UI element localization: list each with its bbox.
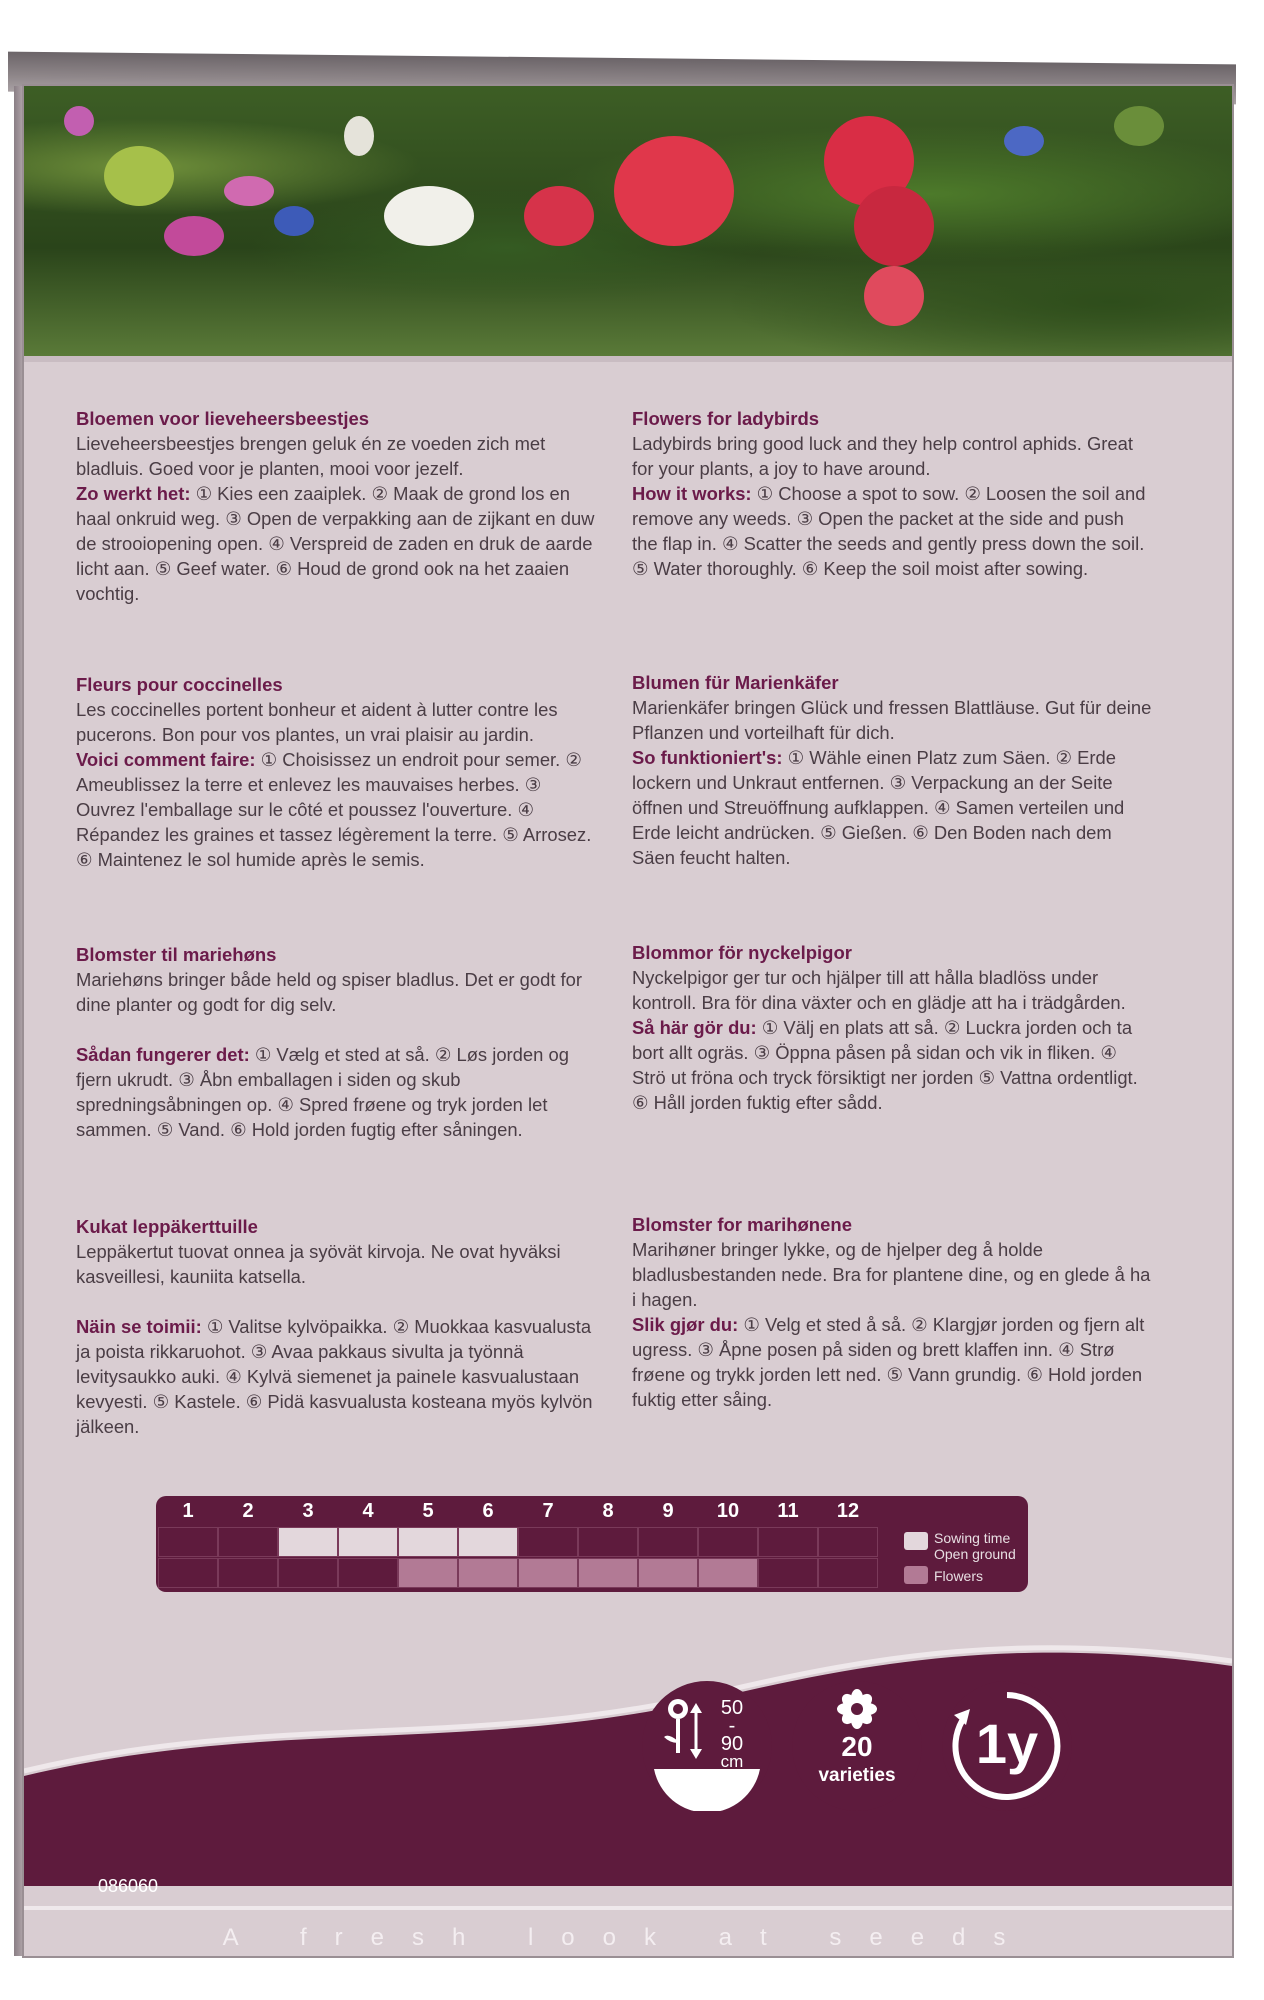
block-intro: Les coccinelles portent bonheur et aident à lutter contre les pucerons. Bon pour vos plantes, un vrai plaisir au jardin. [76, 699, 558, 745]
flower-cell-4 [339, 1559, 397, 1587]
text-block-english [632, 406, 1152, 581]
how-label: Zo werkt het: [76, 483, 191, 504]
legend-flowers-swatch [904, 1566, 928, 1584]
sowing-cell-12 [819, 1528, 877, 1556]
block-intro: Nyckelpigor ger tur och hjälper till att hålla bladlöss under kontroll. Bra för dina växter och en glädje att ha i trädgården. [632, 967, 1126, 1013]
flower-cell-3 [279, 1559, 337, 1587]
sowing-calendar [156, 1496, 1028, 1592]
block-intro: Marihøner bringer lykke, og de hjelper deg å holde bladlusbestanden nede. Bra for plantene dine, og en glede å ha i hagen. [632, 1239, 1151, 1310]
calendar-month-5: 5 [422, 1500, 434, 1522]
height-separator: - [728, 1715, 736, 1737]
block-title: Fleurs pour coccinelles [76, 674, 283, 695]
block-intro: Marienkäfer bringen Glück und fressen Blattläuse. Gut für deine Pflanzen und vorteilhaft für dich. [632, 697, 1152, 743]
how-text: ① Choisissez un endroit pour semer. ② Ameublissez la terre et enlevez les mauvaises herbes. ③ Ouvrez l'emballage sur le côté et poussez l'ouverture. ④ Répandez les graines et tassez légèrement la terre. ⑤ Arrosez. ⑥ Maintenez le sol humide après le semis. [76, 749, 592, 870]
block-intro: Lieveheersbeestjes brengen geluk én ze voeden zich met bladluis. Goed voor je planten, mooi voor jezelf. [76, 433, 546, 479]
block-title: Blommor för nyckelpigor [632, 942, 852, 963]
white-stripe [24, 1906, 1232, 1910]
height-min: 50 [720, 1697, 744, 1719]
how-label: Slik gjør du: [632, 1314, 739, 1335]
how-text: ① Wähle einen Platz zum Säen. ② Erde lockern und Unkraut entfernen. ③ Verpackung an der Seite öffnen und Streuöffnung aufklappen. ④ Samen verteilen und Erde leicht andrücken. ⑤ Gießen. ⑥ Den Boden nach dem Säen feucht halten. [632, 747, 1125, 868]
calendar-month-12: 12 [836, 1500, 860, 1522]
how-text: ① Välj en plats att så. ② Luckra jorden och ta bort allt ogräs. ③ Öppna påsen på sidan och vik in fliken. ④ Strö ut fröna och tryck försiktigt ner jorden ⑤ Vattna ordentligt. ⑥ Håll jorden fuktig efter sådd. [632, 1017, 1138, 1113]
calendar-month-10: 10 [716, 1500, 740, 1522]
sowing-cell-9 [639, 1528, 697, 1556]
how-label: Näin se toimii: [76, 1316, 202, 1337]
flower-cell-7 [519, 1559, 577, 1587]
block-title: Blomster til mariehøns [76, 944, 277, 965]
block-intro: Ladybirds bring good luck and they help control aphids. Great for your plants, a joy to have around. [632, 433, 1133, 479]
varieties-label: varieties [818, 1765, 896, 1786]
legend-sowing: Sowing time [934, 1530, 1011, 1546]
how-text: ① Choose a spot to sow. ② Loosen the soil and remove any weeds. ③ Open the packet at the side and push the flap in. ④ Scatter the seeds and gently press down the soil. ⑤ Water thoroughly. ⑥ Keep the soil moist after sowing. [632, 483, 1146, 579]
tagline: A fresh look at seeds [222, 1924, 1034, 1951]
block-title: Blumen für Marienkäfer [632, 672, 839, 693]
flower-cell-6 [459, 1559, 517, 1587]
calendar-month-2: 2 [242, 1500, 254, 1522]
flower-cell-11 [759, 1559, 817, 1587]
calendar-month-4: 4 [362, 1500, 374, 1522]
flower-cell-10 [699, 1559, 757, 1587]
flower-cell-5 [399, 1559, 457, 1587]
sowing-cell-7 [519, 1528, 577, 1556]
text-block-finnish [76, 1214, 596, 1439]
how-label: So funktioniert's: [632, 747, 783, 768]
block-title: Kukat leppäkerttuille [76, 1216, 258, 1237]
calendar-month-11: 11 [777, 1500, 799, 1522]
sowing-cell-1 [159, 1528, 217, 1556]
text-block-swedish [632, 940, 1152, 1115]
sowing-cell-5 [399, 1528, 457, 1556]
calendar-month-7: 7 [542, 1500, 554, 1522]
wildflower-photo [24, 86, 1232, 362]
calendar-month-8: 8 [602, 1500, 614, 1522]
block-title: Blomster for marihønene [632, 1214, 852, 1235]
legend-open-ground: Open ground [934, 1546, 1016, 1562]
how-label: Så här gör du: [632, 1017, 757, 1038]
sowing-cell-3 [279, 1528, 337, 1556]
how-label: Sådan fungerer det: [76, 1044, 250, 1065]
flower-cell-9 [639, 1559, 697, 1587]
sowing-cell-11 [759, 1528, 817, 1556]
how-label: Voici comment faire: [76, 749, 256, 770]
sowing-cell-10 [699, 1528, 757, 1556]
flower-cell-1 [159, 1559, 217, 1587]
block-intro: Leppäkertut tuovat onnea ja syövät kirvoja. Ne ovat hyväksi kasveillesi, kauniita katsella. [76, 1241, 561, 1287]
height-unit: cm [720, 1752, 744, 1771]
legend-flowers: Flowers [934, 1568, 984, 1584]
sowing-cell-6 [459, 1528, 517, 1556]
legend-sowing-swatch [904, 1532, 928, 1550]
sowing-cell-8 [579, 1528, 637, 1556]
height-max: 90 [720, 1733, 744, 1755]
calendar-month-1: 1 [182, 1500, 194, 1522]
how-text: ① Kies een zaaiplek. ② Maak de grond los en haal onkruid weg. ③ Open de verpakking aan de zijkant en duw de strooiopening open. ④ Verspreid de zaden en druk de aarde licht aan. ⑤ Geef water. ⑥ Houd de grond ook na het zaaien vochtig. [76, 483, 595, 604]
height-badge [642, 1681, 772, 1811]
calendar-month-9: 9 [662, 1500, 674, 1522]
text-block-danish [76, 942, 596, 1142]
text-block-dutch [76, 406, 596, 606]
flower-cell-12 [819, 1559, 877, 1587]
how-text: ① Velg et sted å så. ② Klargjør jorden og fjern alt ugress. ③ Åpne posen på siden og brett klaffen inn. ④ Strø frøene og trykk jorden lett ned. ⑤ Vann grundig. ⑥ Hold jorden fuktig etter såing. [632, 1314, 1145, 1410]
how-text: ① Valitse kylvöpaikka. ② Muokkaa kasvualusta ja poista rikkaruohot. ③ Avaa pakkaus sivulta ja työnnä levitysaukko auki. ④ Kylvä siemenet ja paineIe kasvualustaan kevyesti. ⑤ Kastele. ⑥ Pidä kasvualusta kosteana myös kylvön jälkeen. [76, 1316, 593, 1437]
block-title: Bloemen voor lieveheersbeestjes [76, 408, 370, 429]
flower-cell-2 [219, 1559, 277, 1587]
lifespan-badge [942, 1681, 1072, 1811]
product-code: 086060 [98, 1876, 159, 1896]
text-block-german [632, 670, 1152, 870]
plant-height-icon [642, 1681, 772, 1811]
text-block-norwegian [632, 1212, 1152, 1412]
block-intro: Mariehøns bringer både held og spiser bladlus. Det er godt for dine planter og godt for dig selv. [76, 969, 583, 1015]
lifespan-value: 1y [975, 1712, 1039, 1775]
varieties-badge [792, 1681, 922, 1811]
text-block-french [76, 672, 596, 872]
varieties-count: 20 [841, 1731, 873, 1762]
block-title: Flowers for ladybirds [632, 408, 820, 429]
calendar-month-6: 6 [482, 1500, 494, 1522]
how-label: How it works: [632, 483, 752, 504]
flower-cell-8 [579, 1559, 637, 1587]
sowing-cell-2 [219, 1528, 277, 1556]
calendar-month-3: 3 [302, 1500, 314, 1522]
sowing-cell-4 [339, 1528, 397, 1556]
seed-packet-back [24, 86, 1232, 1956]
how-text: ① Vælg et sted at så. ② Løs jorden og fjern ukrudt. ③ Åbn emballagen i siden og skub spredningsåbningen op. ④ Spred frøene og tryk jorden let sammen. ⑤ Vand. ⑥ Hold jorden fugtig efter såningen. [76, 1044, 569, 1140]
